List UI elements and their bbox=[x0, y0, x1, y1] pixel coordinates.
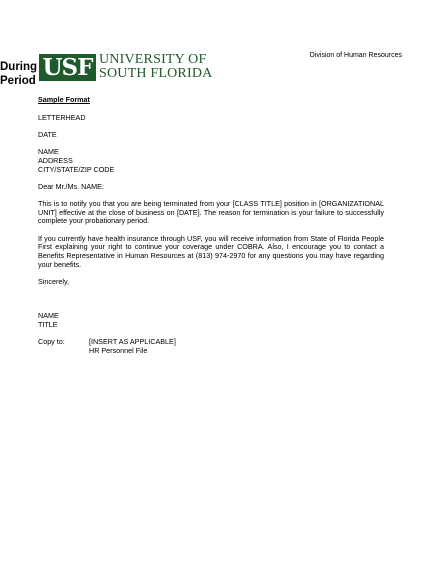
signature-name: NAME bbox=[38, 311, 59, 321]
copy-to-value-2: HR Personnel File bbox=[89, 345, 148, 355]
date-placeholder: DATE bbox=[38, 129, 57, 139]
address-line-name: NAME bbox=[38, 147, 59, 157]
side-heading-line-2: Period bbox=[0, 75, 36, 87]
letter-body bbox=[38, 96, 384, 355]
side-heading-line-1: During bbox=[0, 61, 38, 73]
usf-logo-wordmark bbox=[99, 53, 212, 81]
address-line-address: ADDRESS bbox=[38, 155, 73, 165]
copy-to-row bbox=[38, 338, 384, 355]
usf-logo-line-1: UNIVERSITY OF bbox=[99, 52, 207, 67]
copy-to-values bbox=[89, 338, 176, 355]
letterhead-placeholder: LETTERHEAD bbox=[38, 112, 86, 122]
closing: Sincerely, bbox=[38, 276, 70, 286]
side-heading bbox=[0, 60, 38, 88]
signature-title: TITLE bbox=[38, 319, 58, 329]
usf-logo-mark: USF bbox=[39, 54, 96, 81]
usf-logo-line-2: SOUTH FLORIDA bbox=[99, 66, 213, 81]
sample-format-heading: Sample Format bbox=[38, 95, 90, 104]
copy-to-label: Copy to: bbox=[38, 336, 65, 346]
division-name: Division of Human Resources bbox=[309, 52, 402, 59]
usf-logo bbox=[39, 53, 212, 81]
paragraph-termination: This is to notify you that you are being terminated from your [CLASS TITLE] position in [ORGANIZATIONAL UNIT] effective at the close of business on [DATE]. The reason for termination is your failure to successfully complete your probationary period. bbox=[38, 198, 384, 226]
copy-to-value-1: [INSERT AS APPLICABLE] bbox=[89, 336, 176, 346]
paragraph-benefits: If you currently have health insurance through USF, you will receive information from State of Florida People First explaining your right to continue your coverage under COBRA. Also, I encourage you to contact a Benefits Representative in Human Resources at (813) 974-2970 for any questions you may have regarding your benefits. bbox=[38, 233, 384, 269]
salutation: Dear Mr./Ms. NAME: bbox=[38, 181, 104, 191]
address-line-city: CITY/STATE/ZIP CODE bbox=[38, 164, 115, 174]
